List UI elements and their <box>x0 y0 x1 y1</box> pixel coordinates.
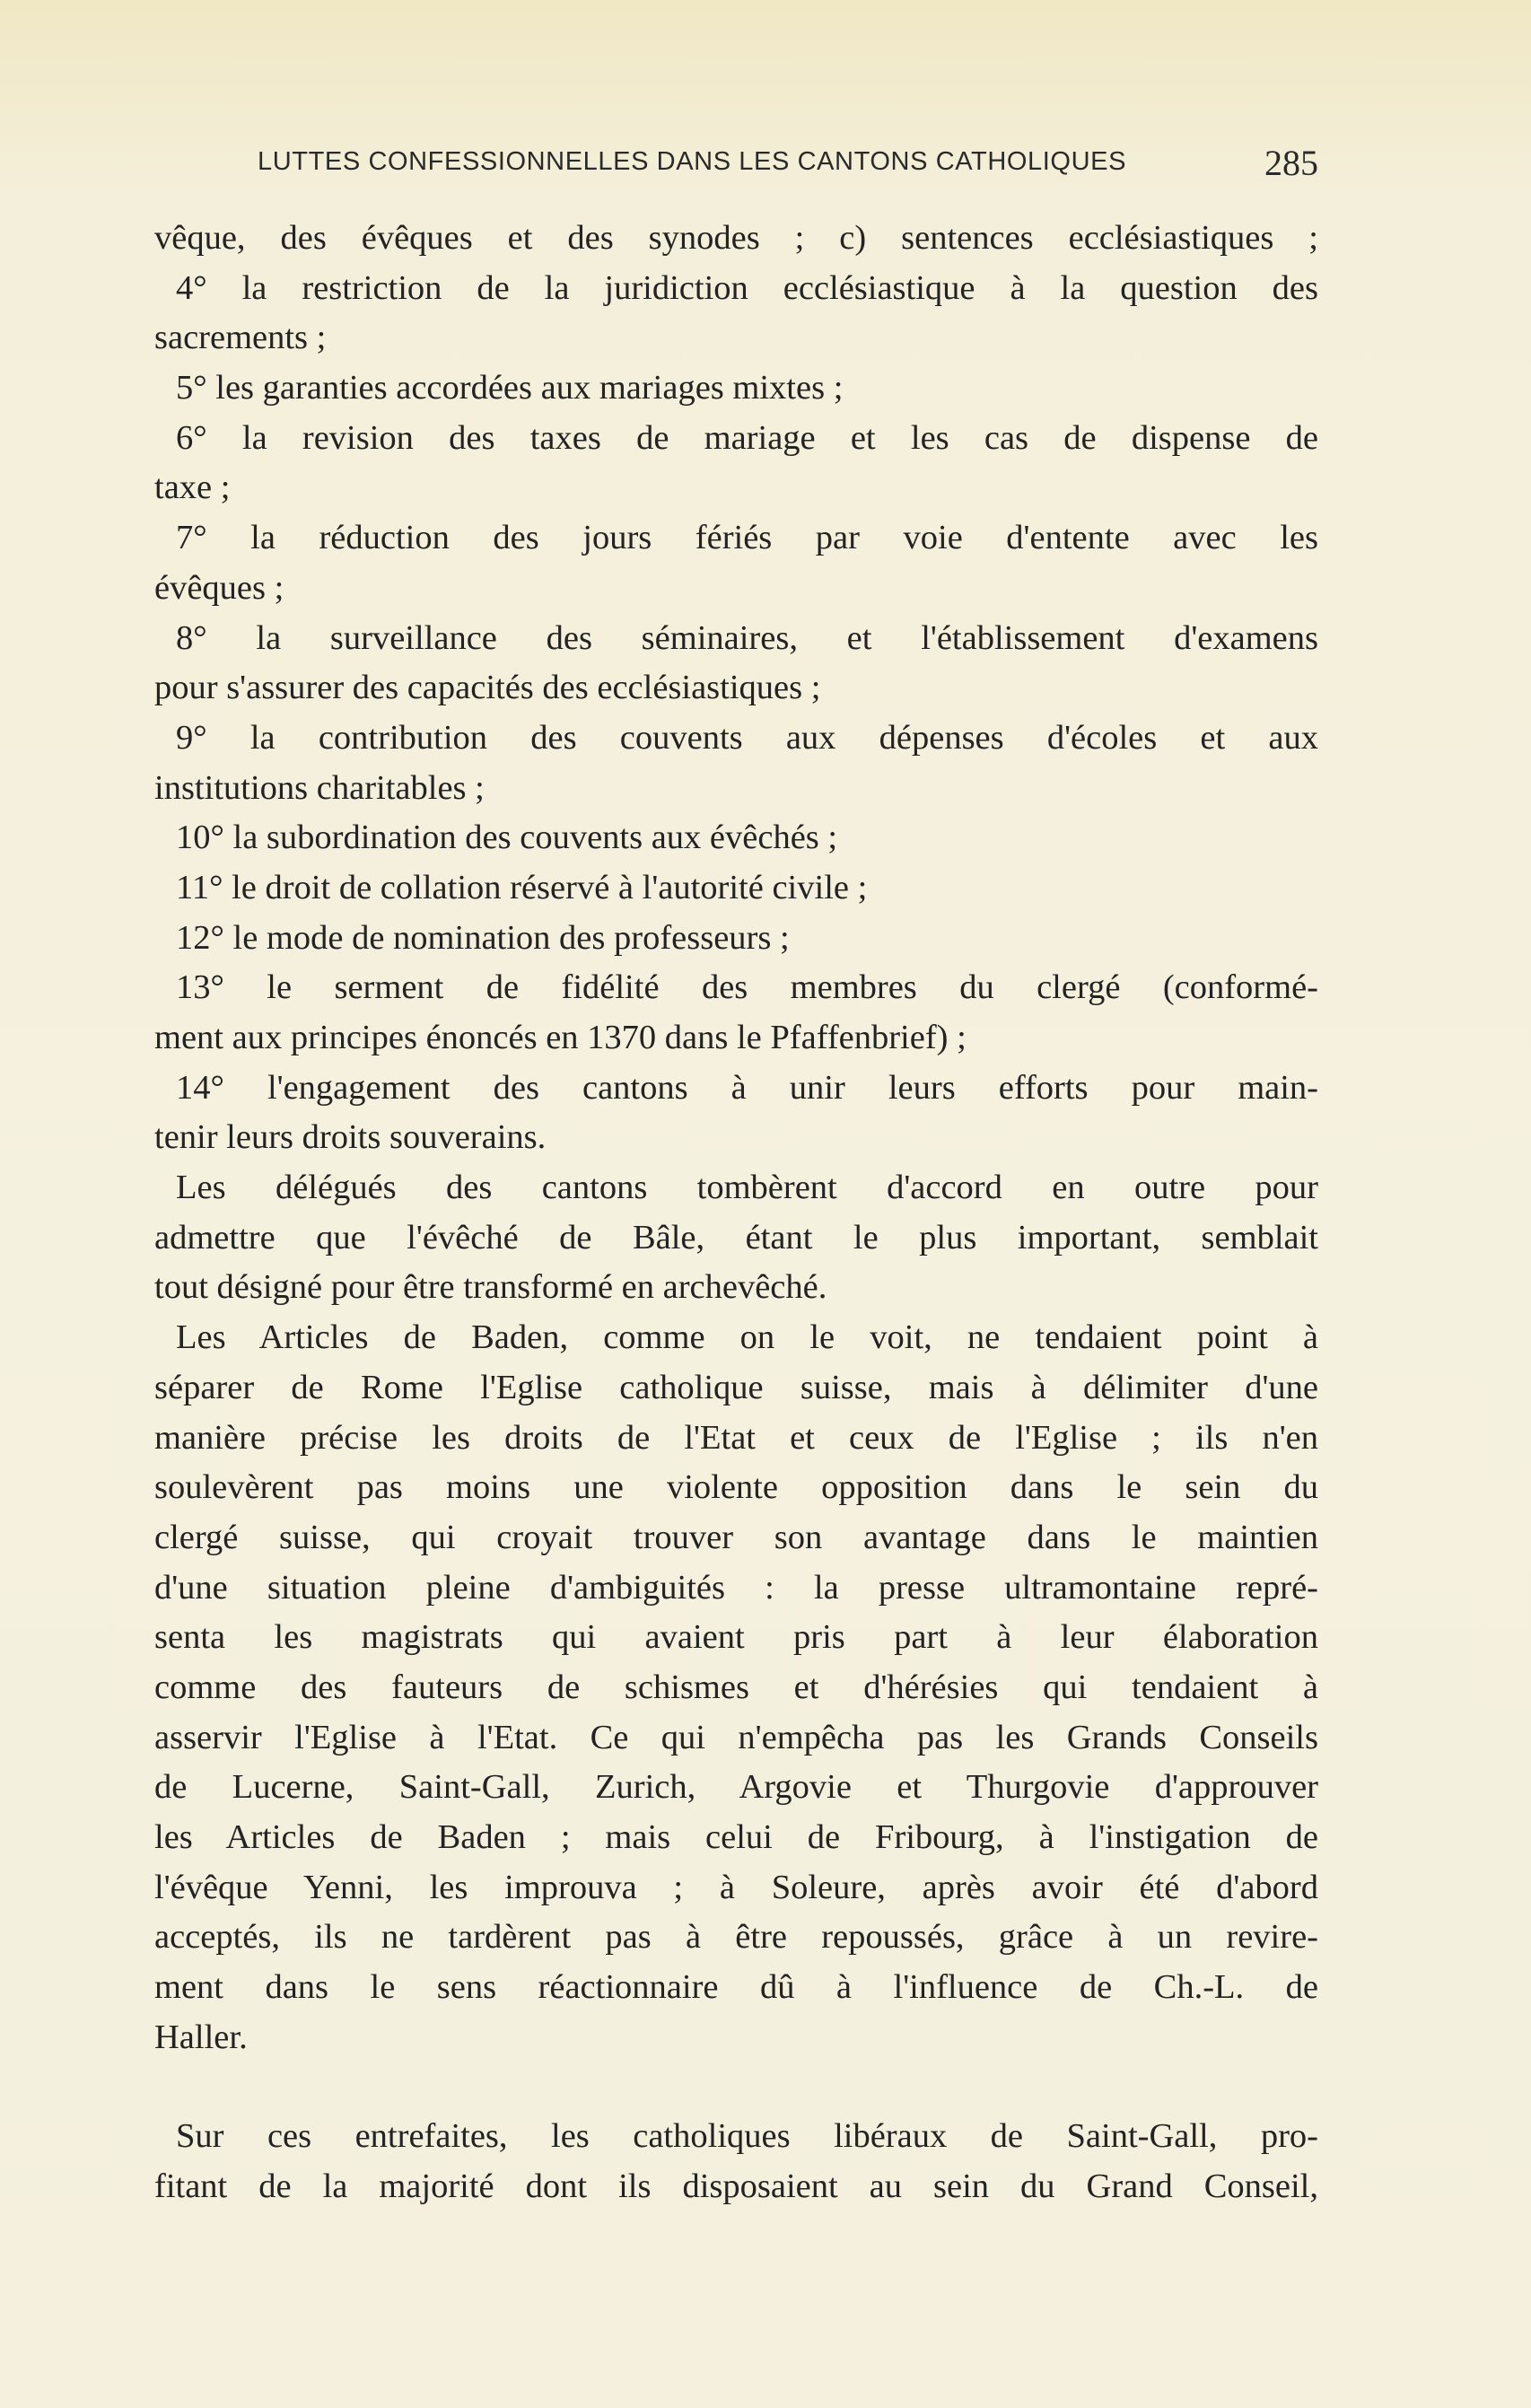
text-line: ment aux principes énoncés en 1370 dans le Pfaffenbrief) ; <box>154 1019 967 1056</box>
text-line: soulevèrent pas moins une violente opposition dans le sein du <box>154 1468 1318 1507</box>
text-line: 4° la restriction de la juridiction ecclésiastique à la question des <box>176 268 1318 307</box>
text-line: pour s'assurer des capacités des ecclésiastiques ; <box>154 669 821 707</box>
text-line: tout désigné pour être transformé en archevêché. <box>154 1268 827 1307</box>
text-line: Les Articles de Baden, comme on le voit, ne tendaient point à <box>176 1318 1318 1357</box>
text-line: l'évêque Yenni, les improuva ; à Soleure, après avoir été d'abord <box>154 1868 1318 1906</box>
text-line: les Articles de Baden ; mais celui de Fribourg, à l'instigation de <box>154 1818 1318 1856</box>
text-line: manière précise les droits de l'Etat et ceux de l'Eglise ; ils n'en <box>154 1418 1318 1457</box>
paragraph-gap <box>154 2062 1318 2112</box>
text-line: 7° la réduction des jours fériés par voie d'entente avec les <box>176 519 1318 557</box>
text-line: évêques ; <box>154 568 284 607</box>
text-line: institutions charitables ; <box>154 768 485 807</box>
text-line: comme des fauteurs de schismes et d'hérésies qui tendaient à <box>154 1668 1318 1706</box>
text-line: 8° la surveillance des séminaires, et l'établissement d'examens <box>176 618 1318 657</box>
text-line: de Lucerne, Saint-Gall, Zurich, Argovie et Thurgovie d'approuver <box>154 1768 1318 1807</box>
text-line: 11° le droit de collation réservé à l'autorité civile ; <box>176 868 868 906</box>
text-line: acceptés, ils ne tardèrent pas à être repoussés, grâce à un revire- <box>154 1918 1318 1957</box>
text-line: clergé suisse, qui croyait trouver son avantage dans le maintien <box>154 1518 1318 1556</box>
text-line: 9° la contribution des couvents aux dépenses d'écoles et aux <box>176 718 1318 757</box>
page-number: 285 <box>1264 143 1318 183</box>
text-line: séparer de Rome l'Eglise catholique suisse, mais à délimiter d'une <box>154 1368 1318 1406</box>
text-line: tenir leurs droits souverains. <box>154 1118 547 1157</box>
text-line: asservir l'Eglise à l'Etat. Ce qui n'empêcha pas les Grands Conseils <box>154 1718 1318 1756</box>
text-line: sacrements ; <box>154 319 327 357</box>
body-text <box>154 214 1318 2212</box>
text-line: fitant de la majorité dont ils disposaient au sein du Grand Conseil, <box>154 2167 1318 2206</box>
running-title: LUTTES CONFESSIONNELLES DANS LES CANTONS CATHOLIQUES <box>258 147 1127 176</box>
text-line: taxe ; <box>154 468 231 507</box>
text-line: admettre que l'évêché de Bâle, étant le plus important, semblait <box>154 1218 1318 1257</box>
text-line: Les délégués des cantons tombèrent d'accord en outre pour <box>176 1169 1318 1207</box>
text-line: ment dans le sens réactionnaire dû à l'influence de Ch.-L. de <box>154 1968 1318 2007</box>
text-line: vêque, des évêques et des synodes ; c) sentences ecclésiastiques ; <box>154 219 1318 257</box>
text-line: 6° la revision des taxes de mariage et les cas de dispense de <box>176 418 1318 457</box>
text-line: senta les magistrats qui avaient pris part à leur élaboration <box>154 1618 1318 1657</box>
running-head <box>258 142 1318 188</box>
text-line: 13° le serment de fidélité des membres du clergé (conformé- <box>176 968 1318 1007</box>
text-line: 5° les garanties accordées aux mariages mixtes ; <box>176 369 844 407</box>
text-line: d'une situation pleine d'ambiguités : la presse ultramontaine repré- <box>154 1568 1318 1607</box>
text-line: 14° l'engagement des cantons à unir leurs efforts pour main- <box>176 1068 1318 1107</box>
text-line: Haller. <box>154 2018 248 2056</box>
text-line: 10° la subordination des couvents aux évêchés ; <box>176 819 838 857</box>
text-line: 12° le mode de nomination des professeurs ; <box>176 918 790 957</box>
text-line: Sur ces entrefaites, les catholiques libéraux de Saint-Gall, pro- <box>176 2117 1318 2156</box>
